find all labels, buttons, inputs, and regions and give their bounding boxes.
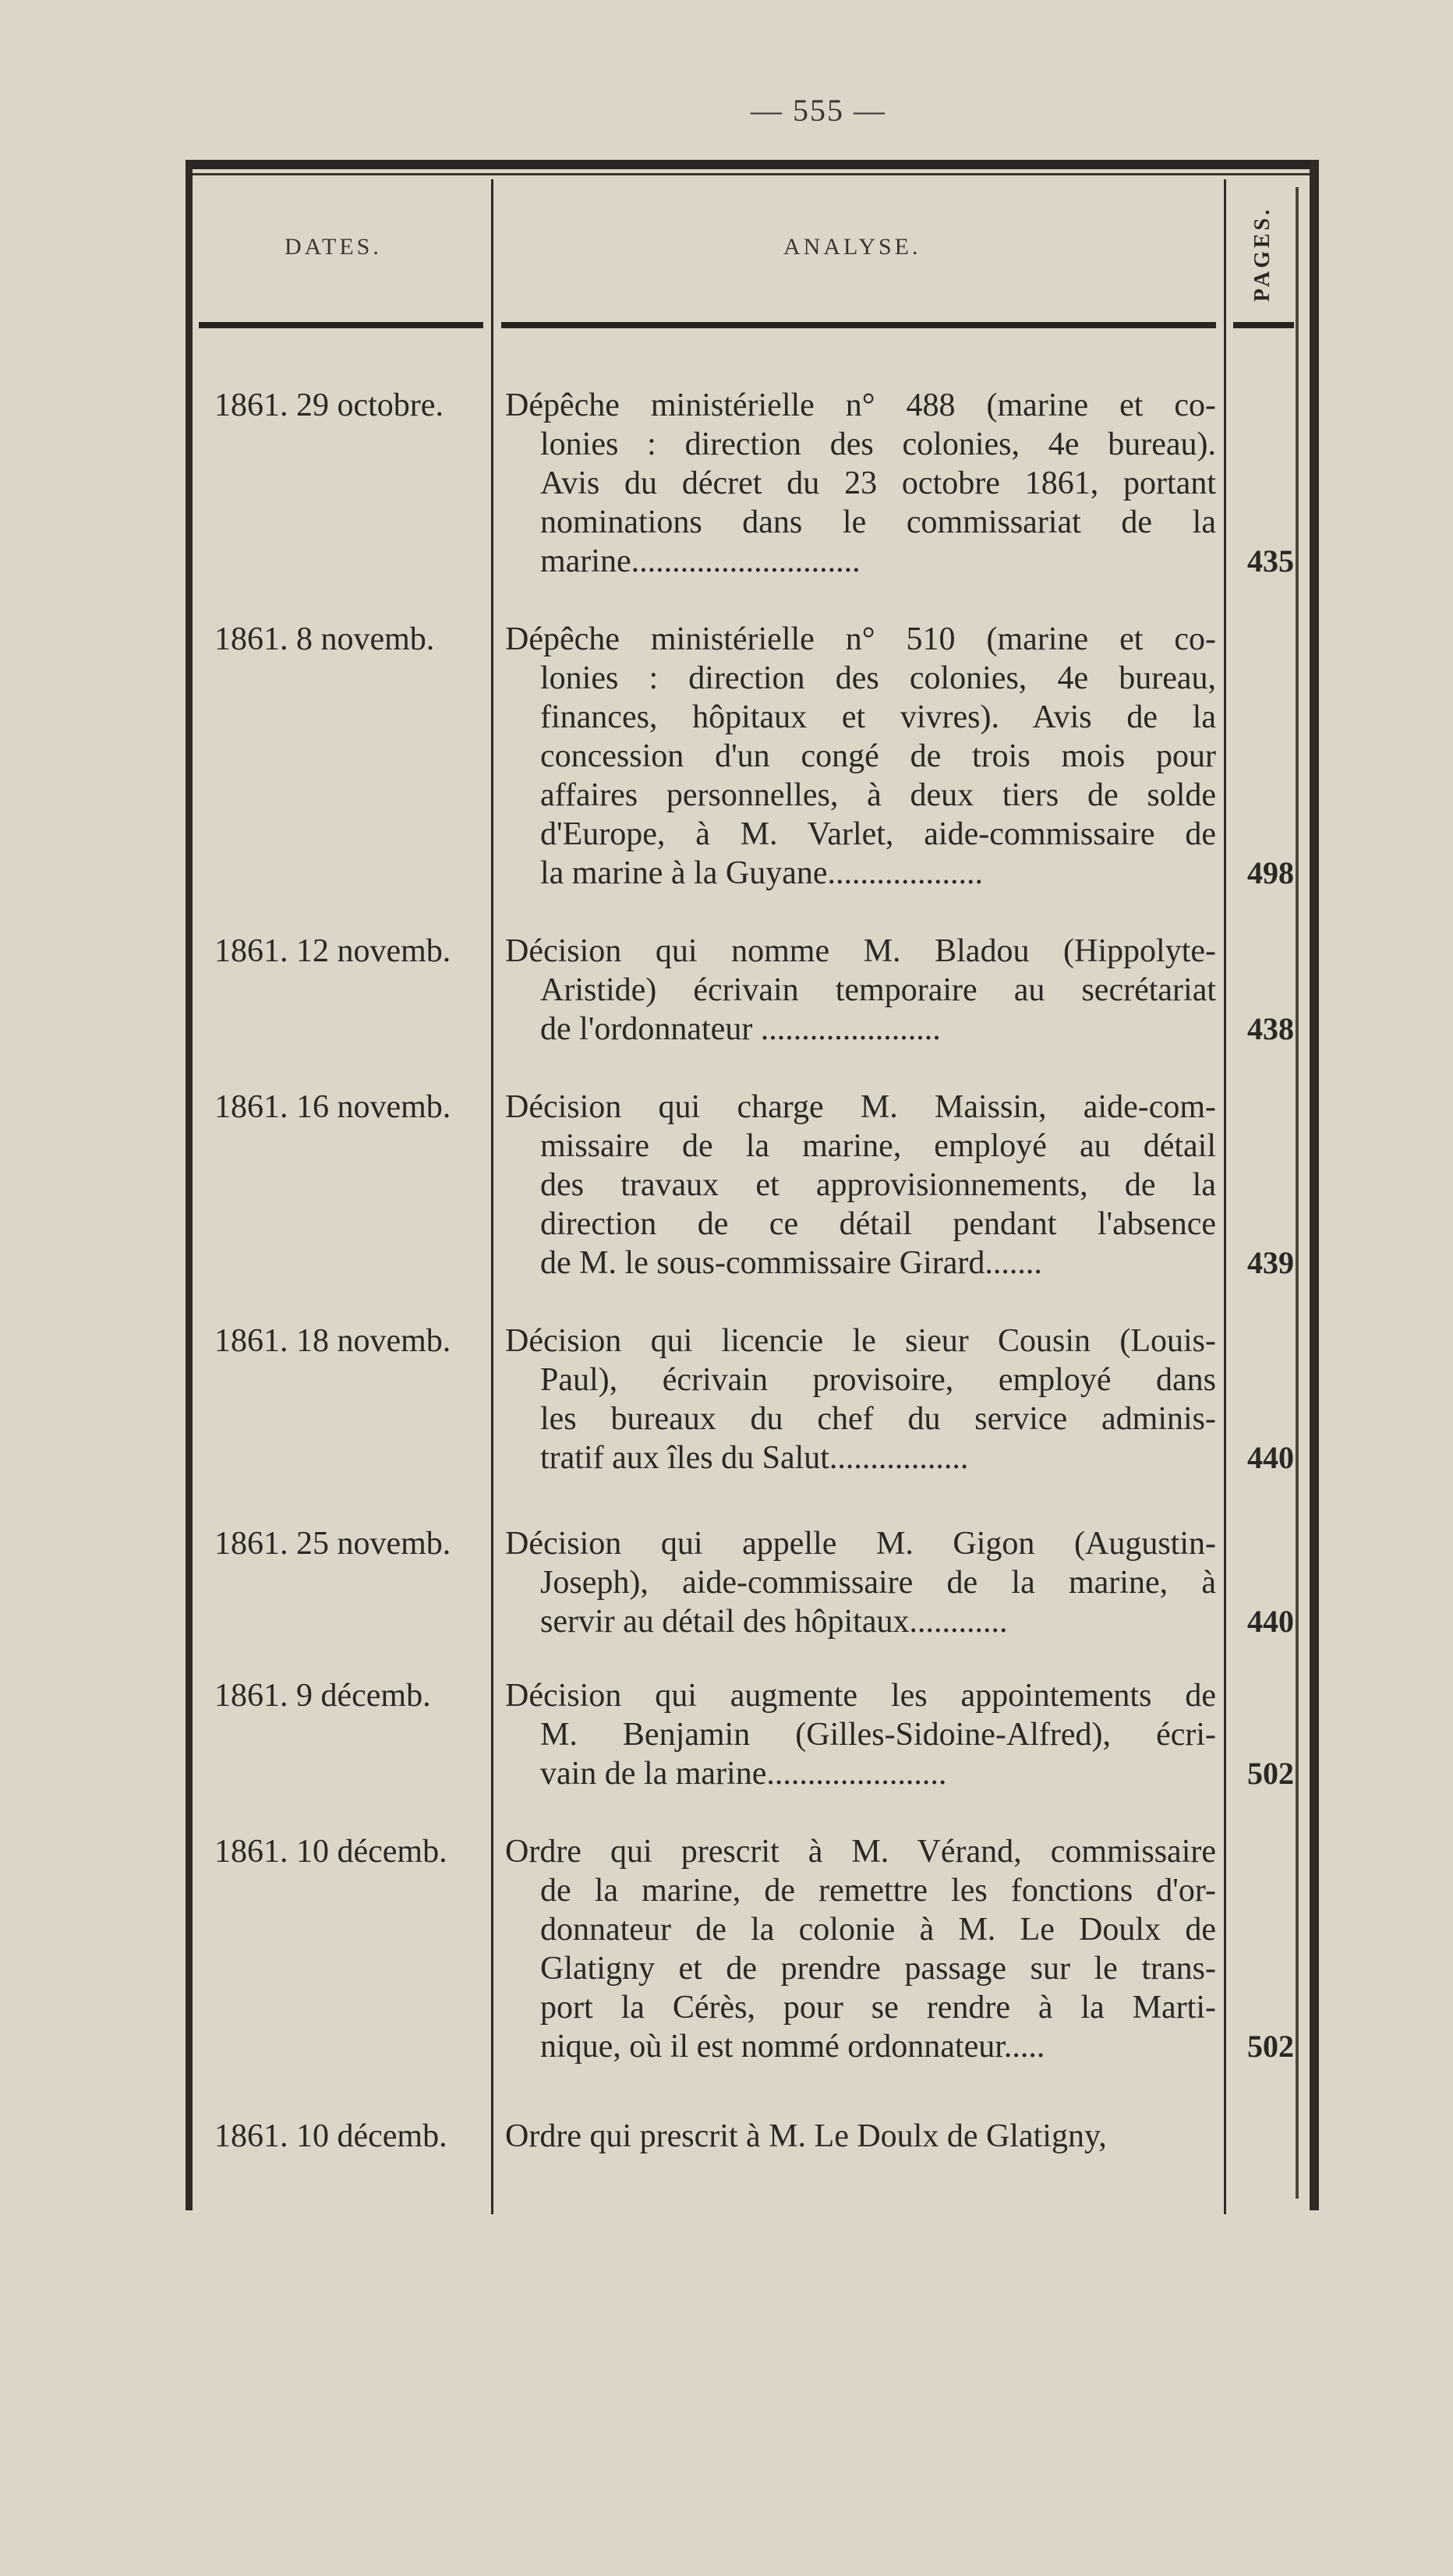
entry-page-number: 502: [1247, 1756, 1294, 1791]
table-top-rule: [186, 160, 1317, 169]
header-dates: DATES.: [285, 234, 382, 260]
entry-analysis: [505, 1322, 1216, 1477]
entry-analysis: [505, 1524, 1216, 1641]
entry-date: 1861. 25 novemb.: [214, 1526, 451, 1562]
table-left-border: [186, 160, 193, 2210]
entry-page-number: 498: [1247, 855, 1294, 890]
header-rule-dates: [199, 322, 483, 328]
entry-date: 1861. 29 octobre.: [214, 387, 444, 423]
table-right-inner-border: [1296, 187, 1299, 2199]
entry-analysis: [505, 1832, 1216, 2066]
entry-analysis-line: Décision qui appelle M. Gigon (Augustin-: [505, 1526, 1216, 1562]
entry-analysis-line: de la marine, de remettre les fonctions d'or-: [540, 1873, 1216, 1909]
header-rule-analyse: [501, 322, 1216, 328]
entry-analysis-line: missaire de la marine, employé au détail: [540, 1128, 1216, 1164]
table-top-rule-thin: [186, 173, 1317, 175]
entry-analysis-line: finances, hôpitaux et vivres). Avis de la: [540, 699, 1216, 735]
entry-analysis-line: vain de la marine......................: [540, 1756, 947, 1792]
entry-analysis-line: d'Europe, à M. Varlet, aide-commissaire de: [540, 816, 1216, 852]
entry-date: 1861. 10 décemb.: [214, 2118, 447, 2154]
entry-analysis-line: Dépêche ministérielle n° 488 (marine et co-: [505, 387, 1216, 423]
entry-date: 1861. 12 novemb.: [214, 933, 451, 969]
entry-analysis-line: tratif aux îles du Salut.................: [540, 1440, 969, 1476]
entry-analysis-line: marine............................: [540, 543, 861, 579]
entry-page-number: 438: [1247, 1011, 1294, 1046]
entry-analysis-line: Ordre qui prescrit à M. Vérand, commissaire: [505, 1834, 1216, 1870]
entry-analysis-line: concession d'un congé de trois mois pour: [540, 738, 1216, 774]
entry-analysis: [505, 620, 1216, 893]
entry-analysis-line: direction de ce détail pendant l'absence: [540, 1206, 1216, 1242]
header-rule-pages: [1233, 322, 1294, 328]
table-right-border: [1310, 160, 1319, 2210]
entry-analysis-line: Aristide) écrivain temporaire au secrétariat: [540, 972, 1216, 1008]
entry-analysis: [505, 932, 1216, 1049]
entry-analysis-line: Avis du décret du 23 octobre 1861, portant: [540, 465, 1216, 501]
header-analyse: ANALYSE.: [783, 234, 921, 260]
entry-analysis: [505, 1088, 1216, 1283]
entry-analysis: [505, 2117, 1216, 2156]
entry-analysis-line: la marine à la Guyane...................: [540, 855, 983, 891]
entry-date: 1861. 18 novemb.: [214, 1323, 451, 1359]
entry-analysis-line: lonies : direction des colonies, 4e bureau).: [540, 426, 1216, 462]
entry-analysis-line: Joseph), aide-commissaire de la marine, à: [540, 1565, 1216, 1601]
entry-analysis-line: donnateur de la colonie à M. Le Doulx de: [540, 1912, 1216, 1948]
entry-page-number: 440: [1247, 1604, 1294, 1639]
entry-analysis-line: nique, où il est nommé ordonnateur.....: [540, 2029, 1045, 2065]
analyse-column-divider: [1224, 179, 1226, 2214]
page-number: — 555 —: [751, 93, 886, 128]
entry-analysis-line: servir au détail des hôpitaux............: [540, 1604, 1008, 1640]
entry-page-number: 440: [1247, 1440, 1294, 1475]
entry-date: 1861. 8 novemb.: [214, 621, 435, 657]
entry-analysis-line: affaires personnelles, à deux tiers de solde: [540, 777, 1216, 813]
entry-date: 1861. 9 décemb.: [214, 1678, 431, 1714]
entry-analysis-line: Décision qui licencie le sieur Cousin (Louis-: [505, 1323, 1216, 1359]
entry-analysis-line: M. Benjamin (Gilles-Sidoine-Alfred), écri-: [540, 1717, 1216, 1753]
entry-analysis-line: des travaux et approvisionnements, de la: [540, 1167, 1216, 1203]
entry-analysis-line: les bureaux du chef du service adminis-: [540, 1401, 1216, 1437]
header-pages: [1247, 195, 1278, 320]
entry-analysis-line: Décision qui charge M. Maissin, aide-com-: [505, 1089, 1216, 1125]
entry-analysis-line: port la Cérès, pour se rendre à la Marti-: [540, 1990, 1216, 2026]
entry-date: 1861. 10 décemb.: [214, 1834, 447, 1870]
entry-analysis-line: Ordre qui prescrit à M. Le Doulx de Glatigny,: [505, 2118, 1107, 2154]
entry-analysis-line: Décision qui nomme M. Bladou (Hippolyte-: [505, 933, 1216, 969]
entry-page-number: 439: [1247, 1245, 1294, 1280]
header-pages-label: PAGES.: [1250, 206, 1274, 303]
entry-page-number: 502: [1247, 2029, 1294, 2064]
entry-page-number: 435: [1247, 543, 1294, 579]
entry-analysis-line: Glatigny et de prendre passage sur le trans-: [540, 1951, 1216, 1987]
entry-analysis-line: Dépêche ministérielle n° 510 (marine et co-: [505, 621, 1216, 657]
entry-analysis-line: nominations dans le commissariat de la: [540, 504, 1216, 540]
entry-date: 1861. 16 novemb.: [214, 1089, 451, 1125]
entry-analysis-line: lonies : direction des colonies, 4e bureau,: [540, 660, 1216, 696]
entry-analysis-line: de l'ordonnateur ......................: [540, 1011, 941, 1047]
entry-analysis-line: de M. le sous-commissaire Girard.......: [540, 1245, 1042, 1281]
entry-analysis-line: Décision qui augmente les appointements de: [505, 1678, 1216, 1714]
entry-analysis-line: Paul), écrivain provisoire, employé dans: [540, 1362, 1216, 1398]
dates-column-divider: [491, 179, 493, 2214]
entry-analysis: [505, 386, 1216, 581]
entry-analysis: [505, 1676, 1216, 1793]
